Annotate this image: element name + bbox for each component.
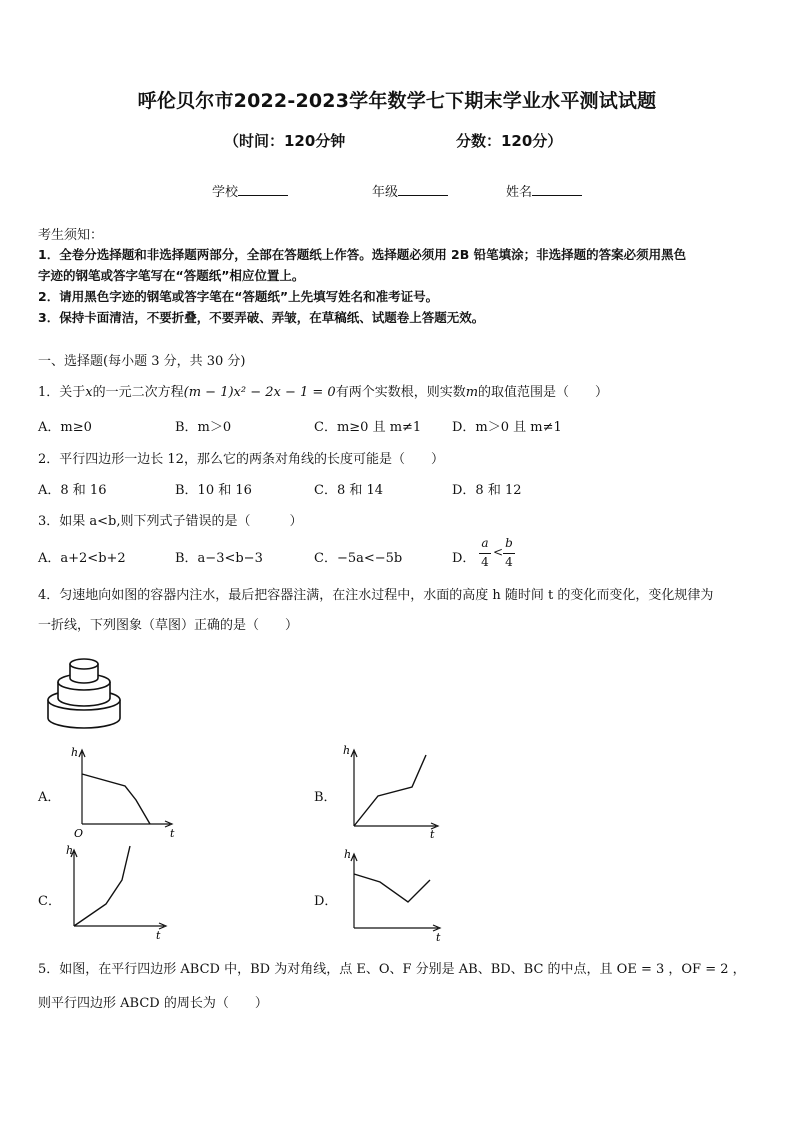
svg-text:h: h [343, 744, 351, 757]
notice-item-2: 2．请用黑色字迹的钢笔或答字笔在“答题纸”上先填写姓名和准考证号。 [38, 289, 439, 304]
svg-text:t: t [156, 929, 161, 942]
container-figure [44, 654, 124, 734]
q4-graph-c [64, 842, 174, 942]
q3-fraction-expression: a 4 < b 4 [479, 536, 523, 572]
q1-option-c: C．m≥0 且 m≠1 [314, 420, 422, 435]
exam-score: 分数：120分） [456, 132, 563, 150]
q3-option-a: A．a+2<b+2 [38, 551, 126, 566]
q4-option-a-label: A． [38, 790, 61, 805]
q2-option-b: B．10 和 16 [175, 483, 252, 498]
school-field [212, 181, 288, 200]
q2-option-d: D．8 和 12 [452, 483, 522, 498]
question-2: 2．平行四边形一边长 12，那么它的两条对角线的长度可能是（ ） [38, 452, 444, 467]
question-4-line-1: 4．匀速地向如图的容器内注水，最后把容器注满，在注水过程中，水面的高度 h 随时间 t 的变化而变化，变化规律为 [38, 588, 714, 603]
q4-graph-d [340, 844, 450, 944]
question-1: 1．关于x的一元二次方程(m − 1)x² − 2x − 1 = 0有两个实数根，则实数m的取值范围是（ ） [38, 385, 609, 400]
q2-option-a: A．8 和 16 [38, 483, 107, 498]
q2-option-c: C．8 和 14 [314, 483, 384, 498]
notice-heading: 考生须知： [38, 228, 104, 243]
notice-item-3: 3．保持卡面清洁，不要折叠，不要弄破、弄皱，在草稿纸、试题卷上答题无效。 [38, 310, 485, 325]
q4-graph-b [340, 740, 450, 840]
svg-text:h: h [344, 848, 352, 861]
q3-option-d: D． [452, 551, 476, 566]
q1-option-d: D．m＞0 且 m≠1 [452, 420, 562, 435]
svg-text:O: O [74, 827, 84, 840]
q4-option-c-label: C． [38, 894, 61, 909]
page-title: 呼伦贝尔市2022-2023学年数学七下期末学业水平测试试题 [137, 90, 657, 112]
exam-time: （时间：120分钟 [224, 132, 346, 150]
svg-text:h: h [71, 746, 79, 759]
q3-option-b: B．a−3<b−3 [175, 551, 263, 566]
school-label: 学校 [212, 185, 239, 200]
svg-text:t: t [170, 827, 175, 840]
question-5-line-1: 5．如图，在平行四边形 ABCD 中，BD 为对角线，点 E、O、F 分别是 AB、BD、BC 的中点，且 OE = 3 ，OF = 2 ， [38, 962, 746, 977]
svg-text:t: t [436, 931, 441, 944]
q1-option-b: B．m＞0 [175, 420, 232, 435]
q4-option-d-label: D． [314, 894, 338, 909]
notice-item-1b: 字迹的钢笔或答字笔写在“答题纸”相应位置上。 [38, 268, 305, 283]
q4-graph-a [70, 744, 180, 840]
notice-item-1: 1．全卷分选择题和非选择题两部分，全部在答题纸上作答。选择题必须用 2B 铅笔填涂；非选择题的答案必须用黑色 [38, 247, 687, 262]
question-4-line-2: 一折线，下列图象（草图）正确的是（ ） [38, 618, 299, 633]
q3-option-c: C．−5a<−5b [314, 551, 403, 566]
grade-label: 年级 [372, 185, 399, 200]
question-3: 3．如果 a<b,则下列式子错误的是（ ） [38, 514, 303, 529]
q1-option-a: A．m≥0 [38, 420, 92, 435]
question-5-line-2: 则平行四边形 ABCD 的周长为（ ） [38, 996, 268, 1011]
section-heading: 一、选择题(每小题 3 分，共 30 分) [38, 354, 246, 369]
name-label: 姓名 [506, 185, 533, 200]
svg-text:h: h [66, 844, 74, 857]
svg-text:t: t [430, 828, 435, 840]
q4-option-b-label: B． [314, 790, 337, 805]
name-field [506, 181, 582, 200]
grade-field [372, 181, 448, 200]
